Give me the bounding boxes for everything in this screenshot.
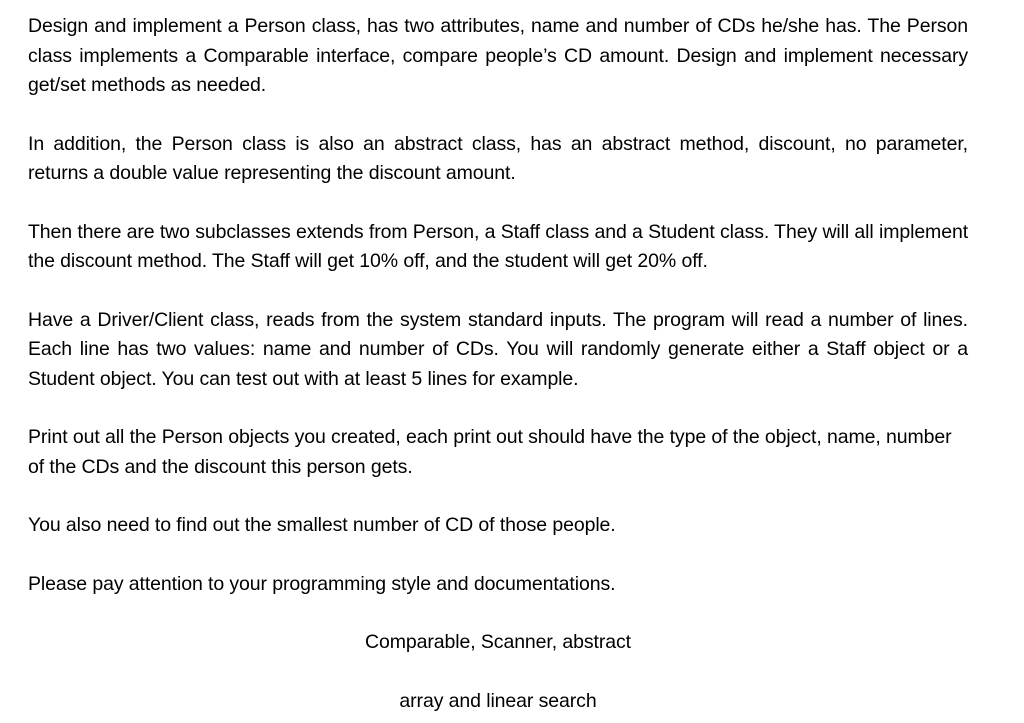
paragraph-programming-style: Please pay attention to your programming style and documentations. [28, 572, 616, 595]
paragraph-person-class: Design and implement a Person class, has two attributes, name and number of CDs he/she has. The Person class implements a Comparable interface, compare people’s CD amount. Design and implement necessary get/set methods as needed. [28, 15, 968, 96]
paragraph-print-objects: Print out all the Person objects you created, each print out should have the type of the object, name, number of the CDs and the discount this person gets. [28, 426, 952, 478]
keywords-line-1: Comparable, Scanner, abstract [365, 631, 631, 653]
paragraph-smallest-cd: You also need to find out the smallest number of CD of those people. [28, 514, 616, 536]
paragraph-abstract-class: In addition, the Person class is also an abstract class, has an abstract method, discount, no parameter, returns a double value representing the discount amount. [28, 132, 968, 184]
assignment-document [28, 12, 968, 716]
paragraph-driver-class: Have a Driver/Client class, reads from the system standard inputs. The program will read a number of lines. Each line has two values: name and number of CDs. You will randomly generate either a Staff object or a Student object. You can test out with at least 5 lines for example. [28, 308, 968, 390]
paragraph-subclasses: Then there are two subclasses extends from Person, a Staff class and a Student class. They will all implement the discount method. The Staff will get 10% off, and the student will get 20% off. [28, 220, 969, 272]
keywords-line-2: array and linear search [399, 689, 597, 712]
